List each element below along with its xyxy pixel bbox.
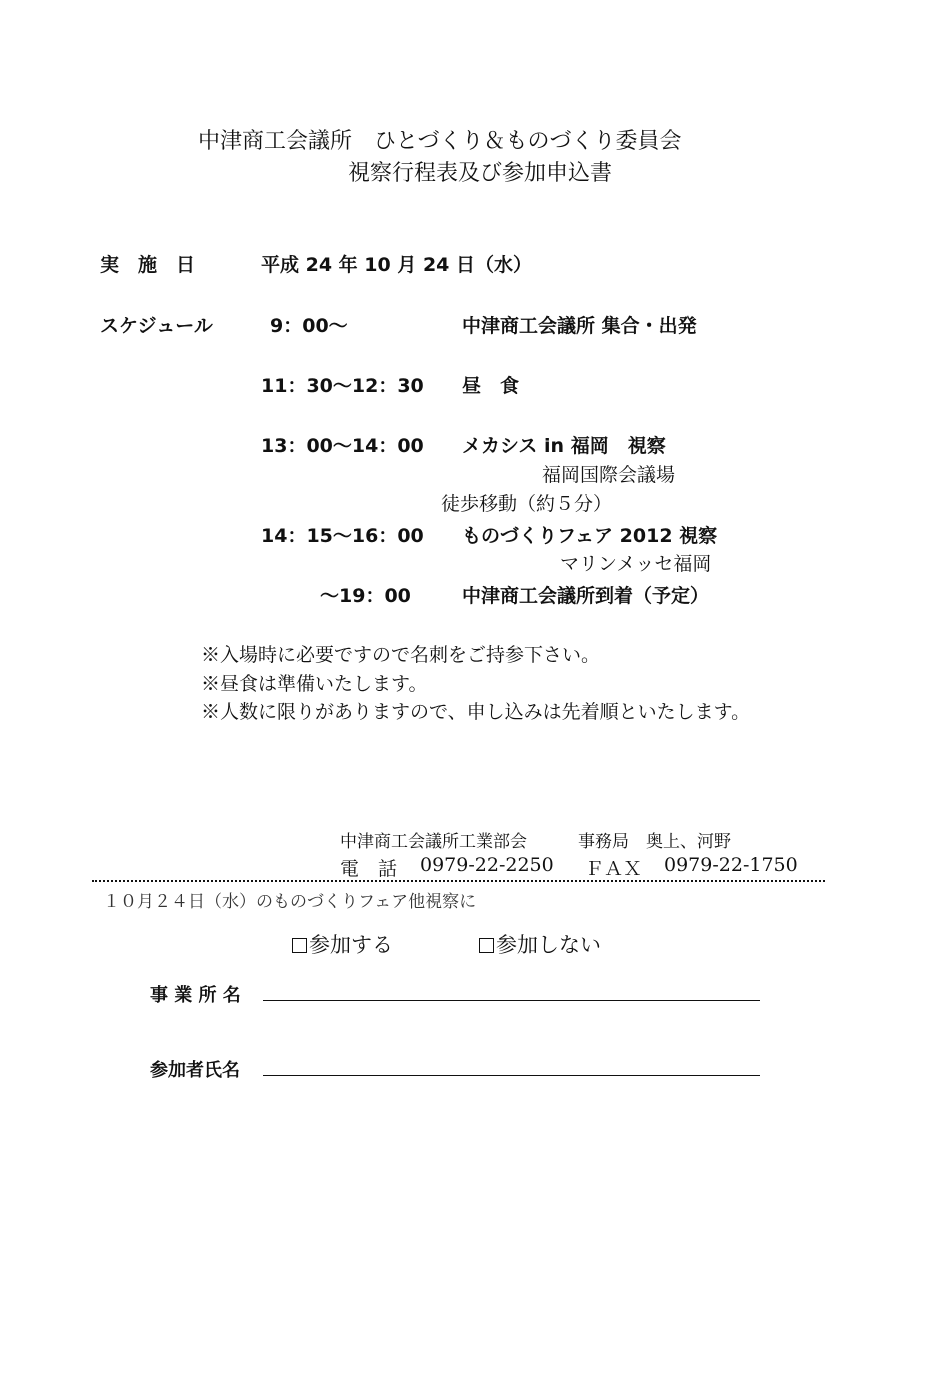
note-item: ※入場時に必要ですので名刺をご持参下さい。 xyxy=(201,644,601,666)
fax-label: ＦＡＸ xyxy=(585,858,643,880)
schedule-activity: 昼 食 xyxy=(462,375,520,397)
schedule-activity: メカシス in 福岡 視察 xyxy=(462,435,666,457)
schedule-activity: 中津商工会議所 集合・出発 xyxy=(462,315,697,337)
note-item: ※人数に限りがありますので、申し込みは先着順といたします。 xyxy=(201,701,751,723)
schedule-time: 9：00～ xyxy=(270,315,348,337)
schedule-label: スケジュール xyxy=(100,315,213,337)
fax-number: 0979-22-1750 xyxy=(664,854,798,876)
attend-checkbox[interactable] xyxy=(292,938,307,953)
schedule-venue: マリンメッセ福岡 xyxy=(560,553,712,575)
note-item: ※昼食は準備いたします。 xyxy=(201,673,428,695)
attend-label: 参加する xyxy=(309,933,393,957)
decline-option[interactable] xyxy=(479,929,601,959)
participant-name-field[interactable] xyxy=(263,1075,760,1076)
schedule-time: 11：30～12：30 xyxy=(261,375,424,397)
event-date-value: 平成 24 年 10 月 24 日（水） xyxy=(261,254,533,276)
schedule-time: ～19：00 xyxy=(320,585,411,607)
event-date-label: 実 施 日 xyxy=(100,254,196,276)
schedule-time: 14：15～16：00 xyxy=(261,525,424,547)
decline-label: 参加しない xyxy=(496,933,601,957)
schedule-time: 13：00～14：00 xyxy=(261,435,424,457)
tel-number: 0979-22-2250 xyxy=(420,854,554,876)
cut-line xyxy=(92,880,825,882)
form-intro: １０月２４日（水）のものづくりフェア他視察に xyxy=(103,892,477,912)
contact-org: 中津商工会議所工業部会 xyxy=(340,832,527,852)
schedule-venue: 福岡国際会議場 xyxy=(542,464,676,486)
participant-name-label: 参加者氏名 xyxy=(150,1060,240,1081)
schedule-activity: 中津商工会議所到着（予定） xyxy=(462,585,710,607)
company-name-label: 事 業 所 名 xyxy=(150,985,241,1006)
schedule-activity: ものづくりフェア 2012 視察 xyxy=(462,525,718,547)
decline-checkbox[interactable] xyxy=(479,938,494,953)
document-title: 中津商工会議所 ひとづくり＆ものづくり委員会 xyxy=(198,129,682,154)
schedule-transit: 徒歩移動（約５分） xyxy=(441,493,613,515)
document-subtitle: 視察行程表及び参加申込書 xyxy=(348,161,613,186)
company-name-field[interactable] xyxy=(263,1000,760,1001)
attend-option[interactable] xyxy=(292,929,393,959)
contact-office: 事務局 奥上、河野 xyxy=(578,832,731,852)
tel-label: 電 話 xyxy=(340,858,398,880)
